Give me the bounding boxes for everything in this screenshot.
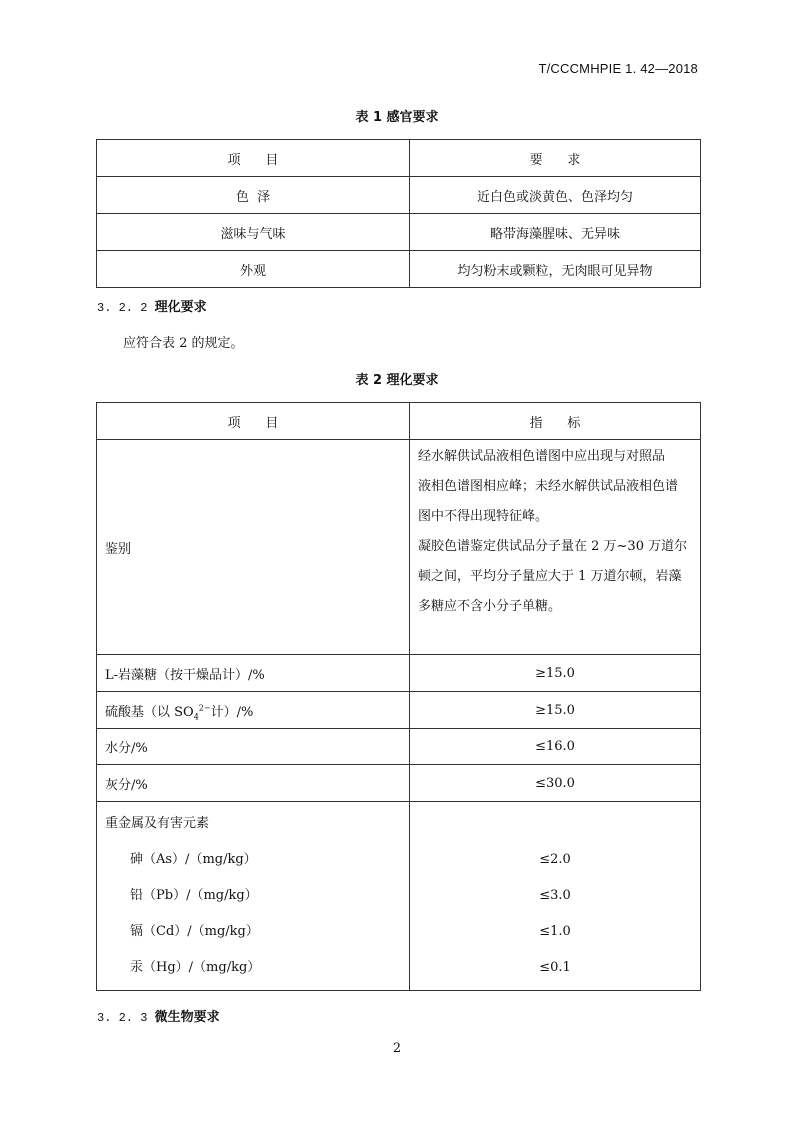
table2-cell-ash-item: 灰分/% bbox=[97, 765, 410, 802]
identification-line: 经水解供试品液相色谱图中应出现与对照品 bbox=[418, 449, 666, 464]
table2-cell-identification-item: 鉴别 bbox=[97, 440, 410, 655]
identification-line: 图中不得出现特征峰。 bbox=[418, 509, 549, 524]
heavy-metal-item: 镉（Cd）/（mg/kg） bbox=[130, 924, 259, 939]
table-row bbox=[97, 177, 701, 214]
table1-header-item: 项 目 bbox=[97, 140, 410, 177]
heavy-metal-item: 砷（As）/（mg/kg） bbox=[130, 852, 257, 867]
heavy-metal-value: ≤0.1 bbox=[539, 960, 571, 975]
heavy-metal-value: ≤3.0 bbox=[539, 888, 571, 903]
table1-cell-item: 色 泽 bbox=[97, 177, 410, 214]
table1-header-row bbox=[97, 140, 701, 177]
table1-cell-item: 滋味与气味 bbox=[97, 214, 410, 251]
section-3-2-2-paragraph: 应符合表 2 的规定。 bbox=[123, 336, 244, 351]
table-row bbox=[97, 214, 701, 251]
identification-line: 顿之间，平均分子量应大于 1 万道尔顿，岩藻 bbox=[418, 569, 682, 584]
table-row bbox=[97, 440, 701, 655]
table-row bbox=[97, 251, 701, 288]
document-code: T/CCCMHPIE 1. 42—2018 bbox=[538, 61, 698, 76]
table-row bbox=[97, 802, 701, 991]
table2-cell-sulfate-item bbox=[97, 692, 410, 729]
table2-physicochemical-requirements bbox=[96, 402, 701, 991]
table2-cell-heavy-metals-items bbox=[97, 802, 410, 991]
table1-cell-requirement: 均匀粉末或颗粒，无肉眼可见异物 bbox=[410, 251, 701, 288]
table2-cell-ash-value: ≤30.0 bbox=[410, 765, 701, 802]
table1-header-requirement: 要 求 bbox=[410, 140, 701, 177]
heavy-metal-item: 铅（Pb）/（mg/kg） bbox=[130, 888, 258, 903]
table1-cell-requirement: 近白色或淡黄色、色泽均匀 bbox=[410, 177, 701, 214]
table2-cell-moisture-item: 水分/% bbox=[97, 729, 410, 765]
table-row bbox=[97, 692, 701, 729]
table2-cell-moisture-value: ≤16.0 bbox=[410, 729, 701, 765]
table2-cell-identification-requirement bbox=[410, 440, 701, 655]
sulfate-superscript: 2− bbox=[198, 703, 211, 713]
heavy-metal-value: ≤2.0 bbox=[539, 852, 571, 867]
section-number: 3. 2. 3 bbox=[97, 1011, 155, 1025]
table-row bbox=[97, 729, 701, 765]
table1-cell-item: 外观 bbox=[97, 251, 410, 288]
heavy-metal-value: ≤1.0 bbox=[539, 924, 571, 939]
section-3-2-3-heading bbox=[97, 1006, 220, 1025]
table2-cell-fucose-value: ≥15.0 bbox=[410, 655, 701, 692]
table2-header-index: 指 标 bbox=[410, 403, 701, 440]
table1-caption: 表 1 感官要求 bbox=[355, 110, 439, 125]
heavy-metals-title: 重金属及有害元素 bbox=[105, 816, 210, 831]
identification-line: 凝胶色谱鉴定供试品分子量在 2 万~30 万道尔 bbox=[418, 539, 688, 554]
table2-caption: 表 2 理化要求 bbox=[355, 373, 439, 388]
table2-cell-heavy-metals-values bbox=[410, 802, 701, 991]
section-title: 理化要求 bbox=[154, 300, 207, 315]
table2-cell-fucose-item: L-岩藻糖（按干燥品计）/% bbox=[97, 655, 410, 692]
table2-header-row bbox=[97, 403, 701, 440]
section-3-2-2-heading bbox=[97, 296, 207, 315]
table-row bbox=[97, 655, 701, 692]
table2-header-item: 项 目 bbox=[97, 403, 410, 440]
page-number: 2 bbox=[392, 1041, 402, 1056]
identification-line: 多糖应不含小分子单糖。 bbox=[418, 599, 562, 614]
identification-line: 液相色谱图相应峰；未经水解供试品液相色谱 bbox=[418, 479, 679, 494]
sulfate-label-suffix: 计）/% bbox=[210, 704, 254, 720]
table1-sensory-requirements bbox=[96, 139, 701, 288]
section-title: 微生物要求 bbox=[154, 1010, 220, 1025]
section-number: 3. 2. 2 bbox=[97, 301, 155, 315]
heavy-metal-item: 汞（Hg）/（mg/kg） bbox=[130, 960, 261, 975]
table2-cell-sulfate-value: ≥15.0 bbox=[410, 692, 701, 729]
sulfate-label: 硫酸基（以 SO bbox=[105, 704, 194, 720]
table-row bbox=[97, 765, 701, 802]
table1-cell-requirement: 略带海藻腥味、无异味 bbox=[410, 214, 701, 251]
sulfate-subscript: 4 bbox=[193, 712, 199, 722]
